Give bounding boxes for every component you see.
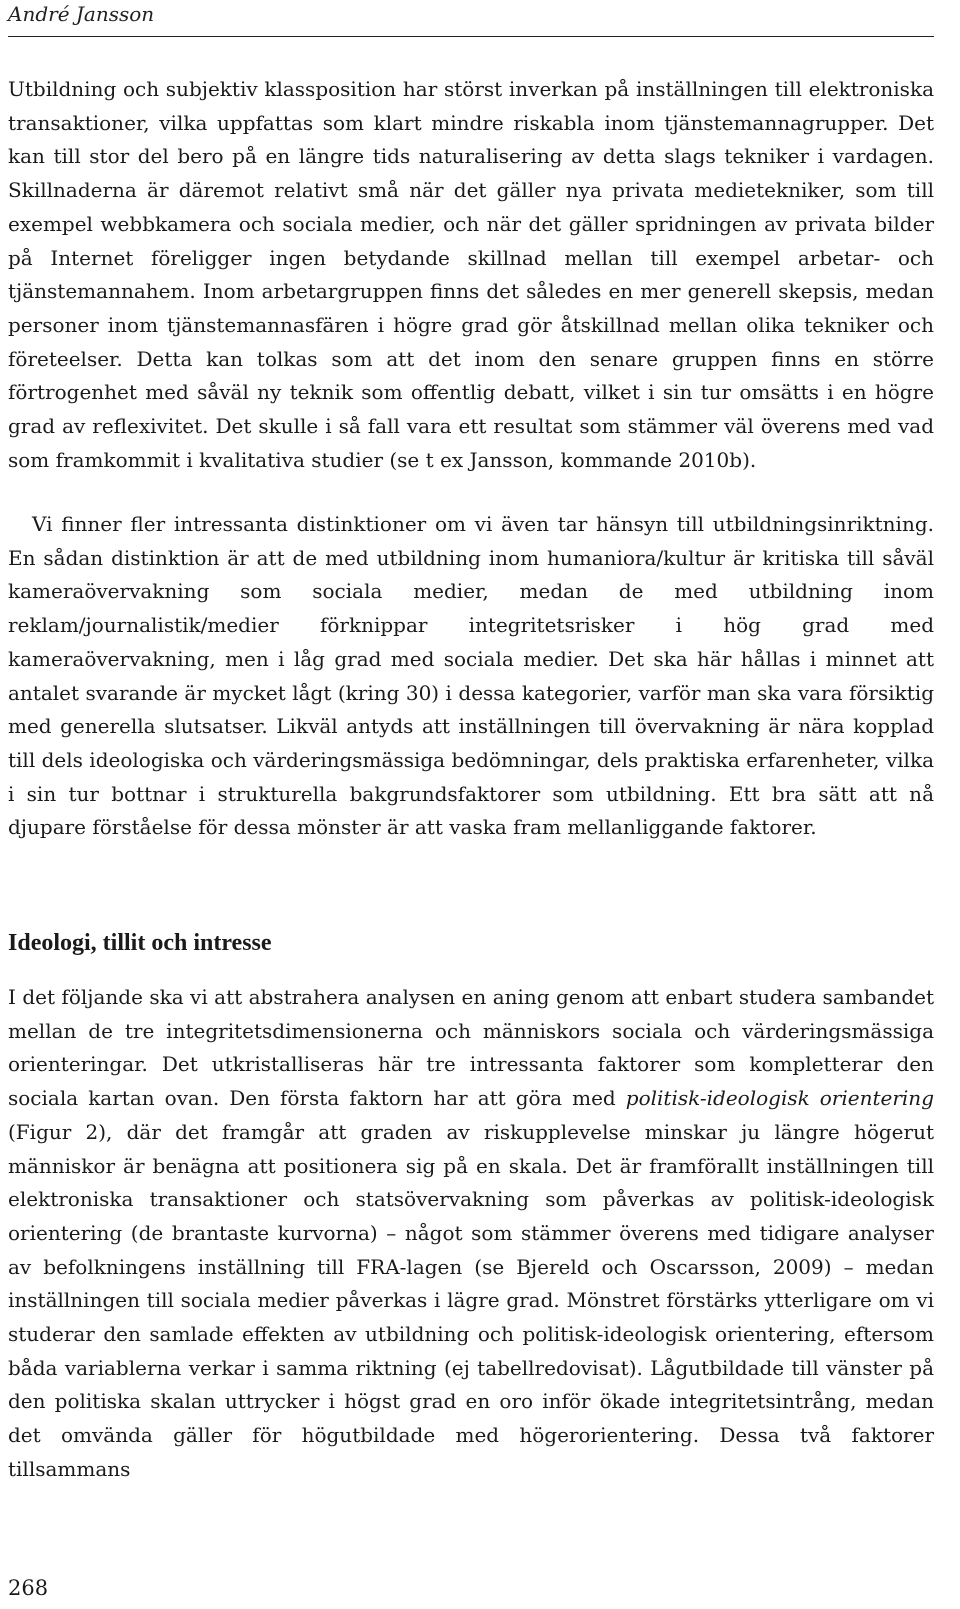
running-head-author: André Jansson [8, 2, 155, 26]
body-paragraph-3-text-a: I det följande ska vi att abstrahera analysen en aning genom att enbart studera sambandet mellan de tre integritetsdimensionerna och människors sociala och värderingsmässiga orienteringar. Det utkristalliseras här tre intressanta faktorer som kompletterar den sociala kartan ovan. Den första faktorn har att göra med [8, 985, 934, 1111]
section-heading: Ideologi, tillit och intresse [8, 930, 272, 956]
body-paragraph-2 [8, 508, 934, 845]
header-rule [8, 36, 934, 37]
emphasis-term: politisk-ideologisk orientering [625, 1086, 934, 1111]
body-paragraph-2-text: Vi finner fler intressanta distinktioner om vi även tar hänsyn till utbildningsinriktning. En sådan distinktion är att de med utbildning inom humaniora/kultur är kritiska till såväl kameraövervakning som sociala medier, medan de med utbildning inom reklam/journalistik/medier förknippar integritetsrisker i hög grad med kameraövervakning, men i låg grad med sociala medier. Det ska här hållas i minnet att antalet svarande är mycket lågt (kring 30) i dessa kategorier, varför man ska vara försiktig med generella slutsatser. Likväl antyds att inställningen till övervakning är nära kopplad till dels ideologiska och värderingsmässiga bedömningar, dels praktiska erfarenheter, vilka i sin tur bottnar i strukturella bakgrundsfaktorer som utbildning. Ett bra sätt att nå djupare förståelse för dessa mönster är att vaska fram mellanliggande faktorer. [8, 512, 934, 840]
body-paragraph-1: Utbildning och subjektiv klassposition har störst inverkan på inställningen till elektroniska transaktioner, vilka uppfattas som klart mindre riskabla inom tjänstemannagrupper. Det kan till stor del bero på en längre tids naturalisering av detta slags tekniker i vardagen. Skillnaderna är däremot relativt små när det gäller nya privata medietekniker, som till exempel webbkamera och sociala medier, och när det gäller spridningen av privata bilder på Internet föreligger ingen betydande skillnad mellan till exempel arbetar- och tjänstemannahem. Inom arbetargruppen finns det således en mer generell skepsis, medan personer inom tjänstemannasfären i högre grad gör åtskillnad mellan olika tekniker och företeelser. Detta kan tolkas som att det inom den senare gruppen finns en större förtrogenhet med såväl ny teknik som offentlig debatt, vilket i sin tur omsätts i en högre grad av reflexivitet. Det skulle i så fall vara ett resultat som stämmer väl överens med vad som framkommit i kvalitativa studier (se t ex Jansson, kommande 2010b). [8, 77, 934, 472]
body-paragraph-3 [8, 981, 934, 1487]
page-number: 268 [8, 1576, 49, 1600]
body-paragraph-3-text-b: (Figur 2), där det framgår att graden av riskupplevelse minskar ju längre högerut människor är benägna att positionera sig på en skala. Det är framförallt inställningen till elektroniska transaktioner och statsövervakning som påverkas av politisk-ideologisk orientering (de brantaste kurvorna) – något som stämmer överens med tidigare analyser av befolkningens inställning till FRA-lagen (se Bjereld och Oscarsson, 2009) – medan inställningen till sociala medier påverkas i lägre grad. Mönstret förstärks ytterligare om vi studerar den samlade effekten av utbildning och politisk-ideologisk orientering, eftersom båda variablerna verkar i samma riktning (ej tabellredovisat). Lågutbildade till vänster på den politiska skalan uttrycker i högst grad en oro inför ökade integritetsintrång, medan det omvända gäller för högutbildade med högerorientering. Dessa två faktorer tillsammans [8, 1119, 934, 1481]
